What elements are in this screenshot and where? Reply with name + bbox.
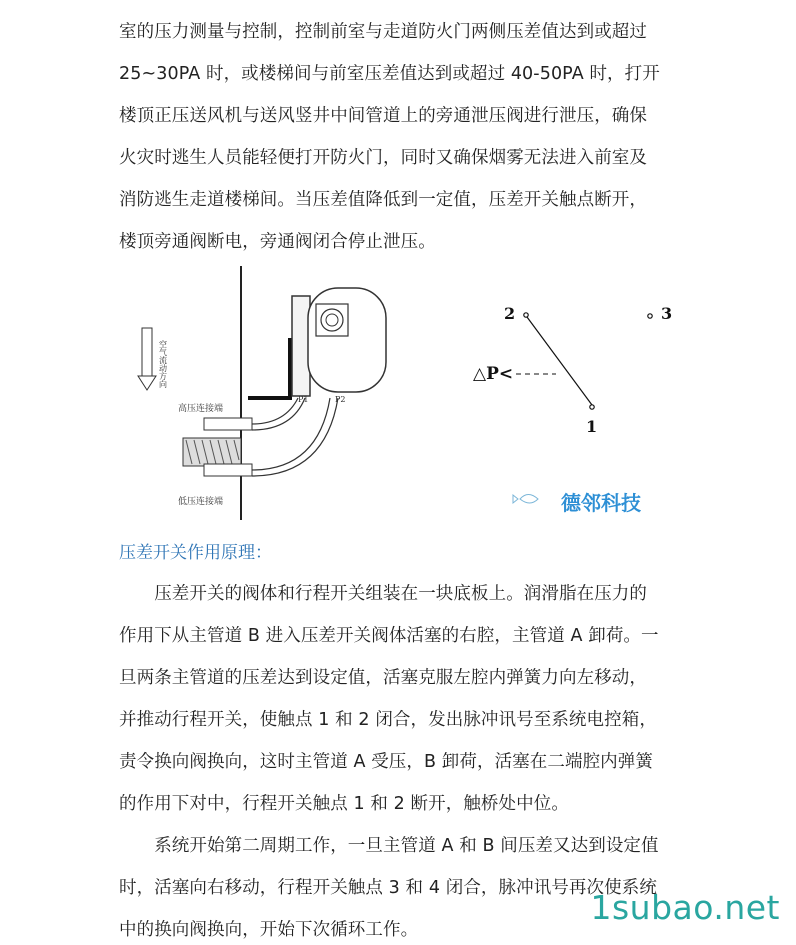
flow-direction-label: 空气流动方向 — [158, 340, 168, 388]
paragraph-line: 楼顶正压送风机与送风竖井中间管道上的旁通泄压阀进行泄压，确保 — [119, 106, 647, 126]
contact-1-terminal — [590, 405, 594, 409]
paragraph-line: 楼顶旁通阀断电，旁通阀闭合停止泄压。 — [119, 232, 436, 252]
contact-3-terminal — [648, 314, 652, 318]
hatched-duct-block — [183, 438, 241, 466]
contact-1-label: 1 — [586, 417, 598, 436]
flow-direction-arrow-icon — [138, 328, 156, 390]
paragraph-line: 责令换向阀换向，这时主管道 A 受压，B 卸荷，活塞在二端腔内弹簧 — [119, 752, 653, 772]
contact-2-label: 2 — [504, 304, 516, 323]
high-pressure-port — [204, 418, 252, 430]
paragraph-line: 消防逃生走道楼梯间。当压差值降低到一定值，压差开关触点断开， — [119, 190, 647, 210]
p2-label: P2 — [335, 395, 346, 404]
contact-3-label: 3 — [661, 304, 673, 323]
paragraph-line: 系统开始第二周期工作，一旦主管道 A 和 B 间压差又达到设定值 — [119, 836, 659, 856]
paragraph-line: 中的换向阀换向，开始下次循环工作。 — [119, 920, 419, 940]
fish-logo-icon — [513, 495, 538, 504]
paragraph-line: 时，活塞向右移动，行程开关触点 3 和 4 闭合，脉冲讯号再次使系统 — [119, 878, 657, 898]
p1-label: P1 — [298, 395, 309, 404]
section-heading: 压差开关作用原理： — [119, 543, 272, 563]
mounting-bracket — [248, 338, 290, 398]
paragraph-line: 火灾时逃生人员能轻便打开防火门，同时又确保烟雾无法进入前室及 — [119, 148, 647, 168]
pressure-switch-figure — [0, 258, 796, 528]
high-port-label: 高压连接端 — [178, 404, 224, 414]
low-pressure-port — [204, 464, 252, 476]
low-port-label: 低压连接端 — [178, 497, 224, 507]
paragraph-line: 压差开关的阀体和行程开关组装在一块底板上。润滑脂在压力的 — [119, 584, 647, 604]
paragraph-line: 室的压力测量与控制，控制前室与走道防火门两侧压差值达到或超过 — [119, 22, 647, 42]
brand-logo-text: 德邻科技 — [561, 491, 641, 515]
contact-arm — [527, 317, 592, 405]
paragraph-line: 25~30PA 时，或楼梯间与前室压差值达到或超过 40-50PA 时，打开 — [119, 64, 660, 84]
watermark: 1subao.net — [590, 888, 780, 927]
pressure-switch-diagram — [0, 258, 796, 528]
paragraph-line: 作用下从主管道 B 进入压差开关阀体活塞的右腔，主管道 A 卸荷。一 — [119, 626, 659, 646]
delta-p-label: △P< — [473, 364, 514, 384]
paragraph-line: 的作用下对中，行程开关触点 1 和 2 断开，触桥处中位。 — [119, 794, 569, 814]
contact-2-terminal — [524, 313, 528, 317]
paragraph-line: 并推动行程开关，使触点 1 和 2 闭合，发出脉冲讯号至系统电控箱， — [119, 710, 657, 730]
paragraph-line: 旦两条主管道的压差达到设定值，活塞克服左腔内弹簧力向左移动， — [119, 668, 647, 688]
